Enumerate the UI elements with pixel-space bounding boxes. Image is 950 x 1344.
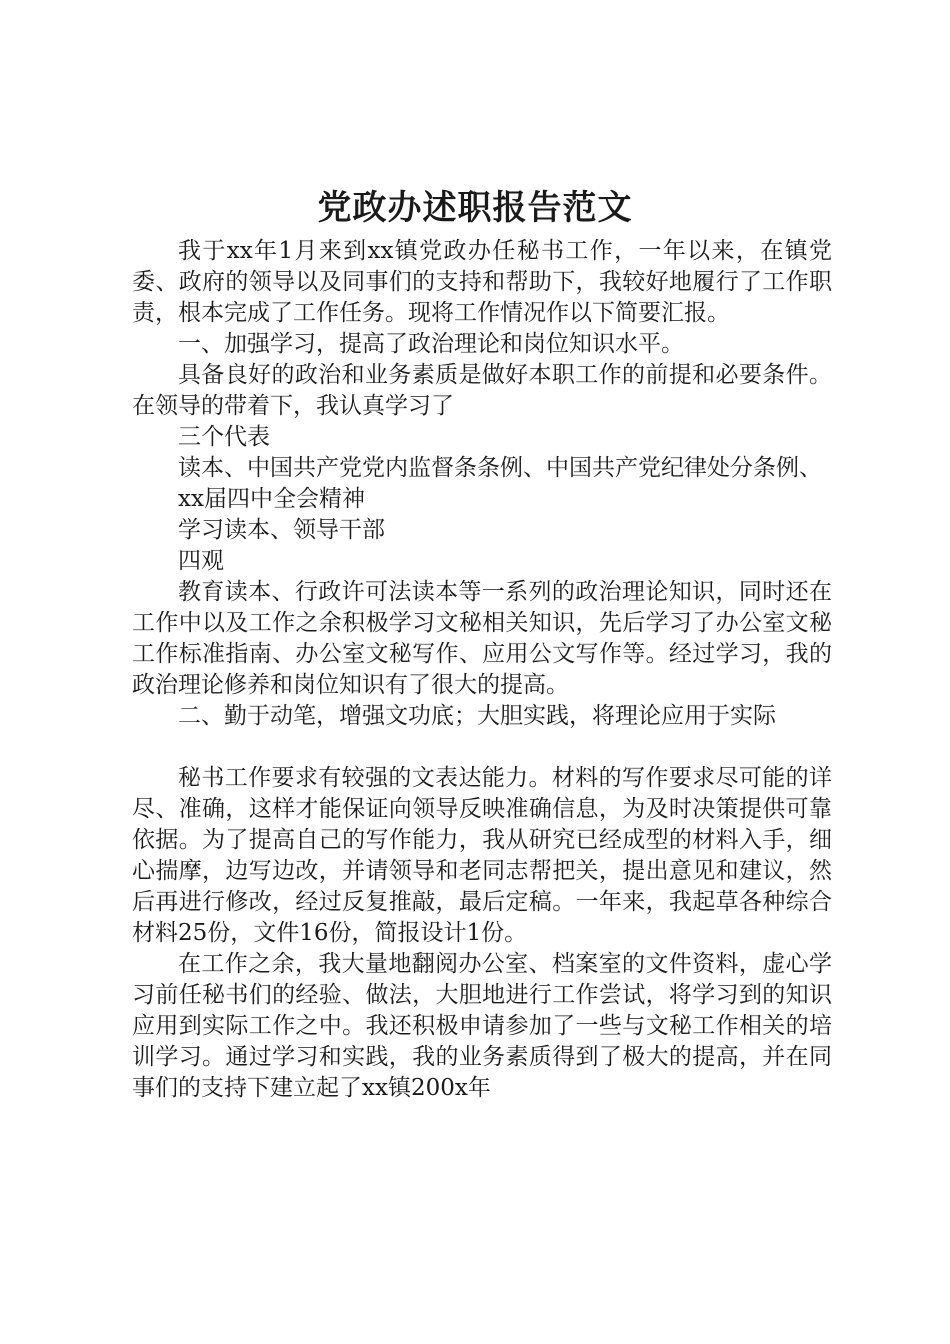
paragraph: 在工作之余，我大量地翻阅办公室、档案室的文件资料，虚心学习前任秘书们的经验、做法，大胆地进行工作尝试，将学习到的知识应用到实际工作之中。我还积极申请参加了一些与文秘工作相关的培训学习。通过学习和实践，我的业务素质得到了极大的提高，并在同事们的支持下建立起了xx镇200x年 [132,951,832,1101]
paragraph: 三个代表 [178,424,270,450]
document-title: 党政办述职报告范文 [317,188,633,228]
paragraph: 教育读本、行政许可法读本等一系列的政治理论知识，同时还在工作中以及工作之余积极学习文秘相关知识，先后学习了办公室文秘工作标准指南、办公室文秘写作、应用公文写作等。经过学习，我的政治理论修养和岗位知识有了很大的提高。 [132,579,832,698]
paragraph: 学习读本、领导干部 [178,517,385,543]
paragraph: xx届四中全会精神 [178,486,365,512]
blank-line [132,732,832,763]
paragraph: 具备良好的政治和业务素质是做好本职工作的前提和必要条件。在领导的带着下，我认真学习了 [132,362,832,419]
paragraph-intro: 我于xx年1月来到xx镇党政办任秘书工作，一年以来，在镇党委、政府的领导以及同事们的支持和帮助下，我较好地履行了工作职责，根本完成了工作任务。现将工作情况作以下简要汇报。 [132,238,832,326]
paragraph: 读本、中国共产党党内监督条条例、中国共产党纪律处分条例、 [178,455,822,481]
paragraph: 四观 [178,548,224,574]
document-body [132,236,832,1104]
section-heading-1: 一、加强学习，提高了政治理论和岗位知识水平。 [178,331,684,357]
paragraph: 秘书工作要求有较强的文表达能力。材料的写作要求尽可能的详尽、准确，这样才能保证向领导反映准确信息，为及时决策提供可靠依据。为了提高自己的写作能力，我从研究已经成型的材料入手，细心揣摩，边写边改，并请领导和老同志帮把关，提出意见和建议，然后再进行修改，经过反复推敲，最后定稿。一年来，我起草各种综合材料25份，文件16份，简报设计1份。 [132,765,832,946]
section-heading-2: 二、勤于动笔，增强文功底；大胆实践，将理论应用于实际 [178,703,776,729]
